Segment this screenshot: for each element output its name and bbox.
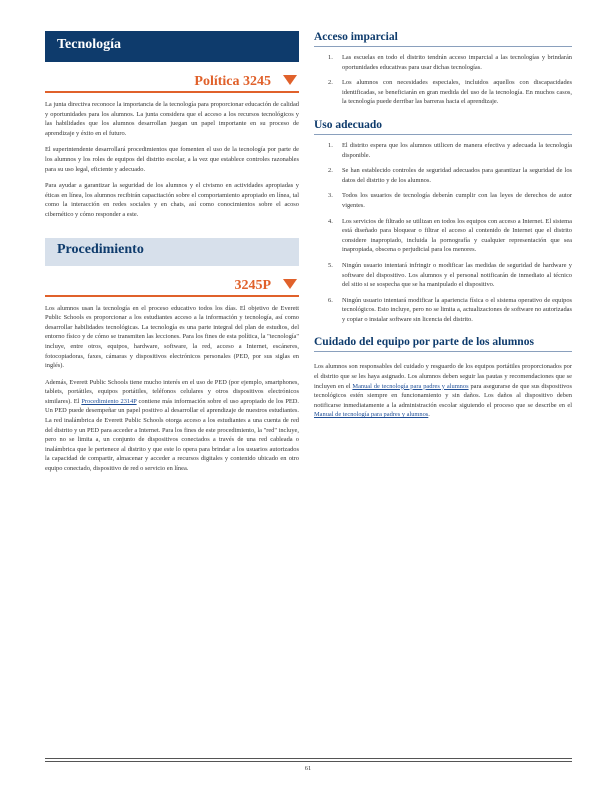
manual-tecnologia-link[interactable]: Manual de tecnología para padres y alumnos [352,382,469,390]
right-column [314,31,572,420]
cuidado-heading: Cuidado del equipo por parte de los alumnos [314,336,572,352]
acceso-list [314,53,572,107]
uso-list [314,141,572,325]
procedure-title: 3245P [234,277,271,293]
procedure-banner-title: Procedimiento [57,241,144,257]
procedure-paragraph: Los alumnos usan la tecnología en el proceso educativo todos los días. El objetivo de Everett Public Schools es proporcionar a los estudiantes acceso a la información y tecnología, así como desarrollar habilidades tecnológicas. La tecnología es una parte integral del plan de estudios, del entorno físico y de cómo se transmiten las lecciones. Para los fines de esta política, la "tecnología" incluye, entre otros, equipos, hardware, software, la red, acceso a Internet, escáneres, fotocopiadoras, faxes, cámaras y dispositivos electrónicos personales (PED, por sus siglas en inglés). [45,304,299,370]
list-item: 4. Los servicios de filtrado se utilizan en todos los equipos con acceso a Internet. El sistema está diseñado para bloquear o filtrar el acceso al contenido de Internet que el distrito considere inapropiado, incluida la pornografía y cualquier representación que sea inapropiada, obscena o perjudicial para los menores. [328,217,572,254]
banner-title: Tecnología [57,37,122,52]
list-item: 1. El distrito espera que los alumnos utilicen de manera efectiva y adecuada la tecnología disponible. [328,141,572,159]
policy-paragraph: La junta directiva reconoce la importancia de la tecnología para proporcionar educación de calidad y oportunidades para los alumnos. La junta considera que el acceso a los recursos tecnológicos y las habilidades que los alumnos desarrollan juegan un papel importante en su proceso de aprendizaje y éxito en el futuro. [45,101,299,137]
section-banner-tecnologia [45,31,299,62]
triangle-down-icon [283,75,297,85]
procedure-text: contiene más información sobre el uso apropiado de los PED. Un PED puede desempeñar un papel positivo al desarrollar el aprendizaje de nuestros estudiantes. La red inalámbrica de Everett Public Schools otorga acceso a los estudiantes a una cuenta de red del distrito y un PED para acceder a Internet. Para los fines de este procedimiento, la "red" incluye, pero no se limita a, un conjunto de dispositivos conectados a través de una red cableada o inalámbrica que le pertenece al distrito y que este lo opera para brindar a los usuarios autorizados la capacidad de compartir, almacenar y acceder a recursos digitales y contenido ubicado en otro equipo conectado, dispositivo de red o servicio en línea. [45,397,299,473]
footer-rule [45,758,572,759]
footer-rule [45,761,572,762]
policy-paragraph: Para ayudar a garantizar la seguridad de los alumnos y el civismo en actividades apropiadas y éticas en línea, los alumnos recibirán capacitación sobre el comportamiento apropiado en línea, tal como la interacción en redes sociales y en chats, así como conocimientos sobre el acoso cibernético y cómo responder a este. [45,182,299,218]
list-item: 1. Las escuelas en todo el distrito tendrán acceso imparcial a las tecnologías y brindarán oportunidades educativas para usar dichas tecnologías. [328,54,572,71]
policy-title: Política 3245 [194,74,271,89]
policy-heading [45,71,299,93]
manual-tecnologia-link[interactable]: Manual de tecnología para padres y alumnos [314,411,429,419]
cuidado-paragraph: Los alumnos son responsables del cuidado y resguardo de los equipos portátiles proporcionados por el distrito que se les haya asignado. Los alumnos deben seguir las pautas y recomendaciones que se incluyen en el Manual de tecnología para padres y alumnos para asegurarse de que sus dispositivos tecnológicos estén siempre en funcionamiento y sin daños. Los daños al dispositivo deben notificarse inmediatamente a la administración escolar siguiendo el proceso que se describe en el Manual de tecnología para padres y alumnos. [314,363,572,419]
triangle-down-icon [283,279,297,289]
procedure-text: Además, Everett Public Schools tiene mucho interés en el uso de PED (por ejemplo, smartphones, tablets, portátiles, equipos portátiles, teléfonos celulares y otros dispositivos electrónicos similares). El [45,378,299,405]
acceso-imparcial-heading: Acceso imparcial [314,31,572,47]
procedure-2314p-link[interactable]: Procedimiento 2314P [81,397,137,405]
list-item: 2. Los alumnos con necesidades especiales, incluidos aquellos con discapacidades identificadas, se beneficiarán en gran medida del uso de la tecnología. En muchos casos, la tecnología puede derribar las barreras hacia el aprendizaje. [328,79,572,106]
procedure-paragraph [45,378,299,474]
section-banner-procedimiento [45,238,299,266]
uso-adecuado-heading: Uso adecuado [314,119,572,135]
page-number: 61 [304,765,312,772]
policy-paragraph: El superintendente desarrollará procedimientos que fomenten el uso de la tecnología por parte de los alumnos y los roles de equipos del distrito escolar, a la vez que establece controles razonables para su uso legal, eficiente y adecuado. [45,146,299,173]
list-item: 6. Ningún usuario intentará modificar la apariencia física o el sistema operativo de equipos tecnológicos. Esto incluye, pero no se limita a, actualizaciones de software no autorizadas y copiar o instalar software sin licencia del distrito. [328,296,572,323]
list-item: 3. Todos los usuarios de tecnología deberán cumplir con las leyes de derechos de autor vigentes. [328,192,572,209]
procedure-heading [45,275,299,297]
list-item: 5. Ningún usuario intentará infringir o modificar las medidas de seguridad de hardware y software del dispositivo. Los alumnos y el personal notificarán de inmediato al técnico del sitio si se sospecha que se ha manipulado el dispositivo. [328,261,572,289]
left-column [45,31,299,474]
list-item: 2. Se han establecido controles de seguridad adecuados para garantizar la seguridad de los datos del distrito y de los alumnos. [328,167,572,184]
